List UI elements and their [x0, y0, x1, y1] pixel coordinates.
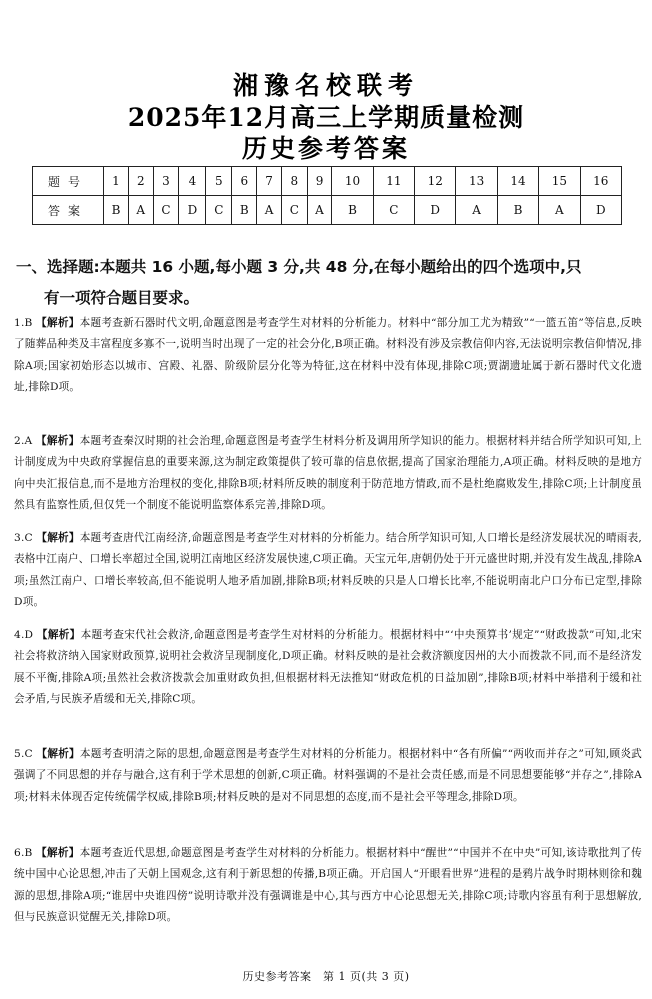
explanation-text: 本题考查唐代江南经济,命题意图是考查学生对材料的分析能力。结合所学知识可知,人口增长是经济发展状况的晴雨表,表格中江南户、口增长率超过全国,说明江南地区经济发展快速,C项正确。天宝元年,唐朝仍处于开元盛世时期,并没有发生战乱,排除A项;虽然江南户、口增长率较高,但不能说明人地矛盾加剧,排除B项;材料反映的只是人口增长比率,不能说明南北户口分布已定型,排除D项。	[14, 532, 642, 609]
answer-table	[32, 166, 622, 225]
question-number-cell: 5	[206, 167, 232, 196]
question-number-cell: 11	[373, 167, 414, 196]
answer-cell: C	[206, 196, 232, 225]
answer-table-answer-row	[33, 196, 622, 225]
answer-cell: B	[232, 196, 257, 225]
answer-cell: D	[415, 196, 456, 225]
question-number-cell: 6	[232, 167, 257, 196]
question-number-cell: 15	[539, 167, 580, 196]
answer-row-label: 答案	[33, 196, 104, 225]
question-number-cell: 4	[179, 167, 206, 196]
answer-cell: D	[179, 196, 206, 225]
answer-key-title: 历史参考答案	[241, 134, 410, 163]
answer-cell: D	[580, 196, 621, 225]
answer-cell: C	[373, 196, 414, 225]
section-heading-line2: 有一项符合题目要求。	[44, 289, 200, 307]
explanation-item	[14, 313, 642, 399]
section-heading-line1: 一、选择题:本题共 16 小题,每小题 3 分,共 48 分,在每小题给出的四个选项中,只	[16, 258, 582, 276]
answer-cell: A	[307, 196, 332, 225]
analysis-tag: 【解析】	[36, 847, 80, 859]
analysis-tag: 【解析】	[36, 748, 80, 760]
answer-cell: A	[128, 196, 153, 225]
question-number-cell: 10	[332, 167, 373, 196]
analysis-tag: 【解析】	[36, 629, 81, 641]
explanation-item	[14, 744, 642, 808]
explanation-item	[14, 843, 642, 929]
question-number-cell: 14	[497, 167, 538, 196]
question-number-cell: 12	[415, 167, 456, 196]
question-answer-label: 6.B	[14, 847, 33, 859]
question-answer-label: 4.D	[14, 629, 34, 641]
answer-cell: C	[281, 196, 307, 225]
question-answer-label: 5.C	[14, 748, 33, 760]
exam-name-title: 2025年12月高三上学期质量检测	[127, 103, 525, 132]
number-row-label: 题号	[33, 167, 104, 196]
question-number-cell: 1	[104, 167, 129, 196]
question-answer-label: 1.B	[14, 317, 33, 329]
question-number-cell: 8	[281, 167, 307, 196]
analysis-tag: 【解析】	[36, 317, 80, 329]
answer-table-number-row	[33, 167, 622, 196]
exam-org-title: 湘豫名校联考	[232, 71, 419, 100]
explanation-text: 本题考查近代思想,命题意图是考查学生对材料的分析能力。根据材料中“醒世”“中国并不在中央”可知,该诗歌批判了传统中国中心论思想,冲击了天朝上国观念,这有利于新思想的传播,B项正确。开启国人“开眼看世界”进程的是鸦片战争时期林则徐和魏源的思想,排除A项;“谁居中央谁四傍”说明诗歌并没有强调谁是中心,其与西方中心论思想无关,排除C项;诗歌内容虽有利于思想解放,但与民族意识觉醒无关,排除D项。	[14, 847, 642, 924]
question-number-cell: 7	[257, 167, 282, 196]
answer-cell: B	[104, 196, 129, 225]
answer-cell: A	[456, 196, 497, 225]
page-footer: 历史参考答案 第 1 页(共 3 页)	[242, 970, 410, 983]
explanation-item	[14, 431, 642, 517]
explanation-text: 本题考查新石器时代文明,命题意图是考查学生对材料的分析能力。材料中“部分加工尤为精致”“一篮五笛”等信息,反映了随葬品种类及丰富程度多寡不一,说明当时出现了一定的社会分化,B项正确。材料没有涉及宗教信仰内容,无法说明宗教信仰情况,排除A项;国家初始形态以城市、宫殿、礼器、阶级阶层分化等为特征,这在材料中没有体现,排除C项;贾湖遗址属于新石器时代文化遗址,排除D项。	[14, 317, 642, 394]
section-heading	[16, 252, 642, 314]
explanation-item	[14, 528, 642, 614]
question-number-cell: 9	[307, 167, 332, 196]
question-number-cell: 13	[456, 167, 497, 196]
question-number-cell: 2	[128, 167, 153, 196]
explanation-item	[14, 625, 642, 711]
question-number-cell: 3	[153, 167, 179, 196]
answer-cell: C	[153, 196, 179, 225]
explanation-text: 本题考查秦汉时期的社会治理,命题意图是考查学生材料分析及调用所学知识的能力。根据材料并结合所学知识可知,上计制度成为中央政府掌握信息的重要来源,这为制定政策提供了较可靠的信息依据,提高了国家治理能力,A项正确。材料反映的是地方向中央汇报信息,而不是地方治理权的变化,排除B项;材料所反映的制度利于防范地方情政,而不是杜绝腐败发生,排除C项;上计制度虽然具有监察性质,但仅凭一个制度不能说明监察体系完善,排除D项。	[14, 435, 642, 512]
answer-cell: B	[332, 196, 373, 225]
explanation-text: 本题考查宋代社会救济,命题意图是考查学生对材料的分析能力。根据材料中“‘中央预算书’规定”“财政拨款”可知,北宋社会将救济纳入国家财政预算,说明社会救济呈现制度化,D项正确。材料反映的是社会救济额度因州的大小而拨款不同,而不是经济发展不平衡,排除A项;虽然社会救济拨款会加重财政负担,但根据材料无法推知“财政危机的日益加剧”,排除B项;材料中举措利于缓和社会矛盾,与民族矛盾缓和无关,排除C项。	[14, 629, 642, 706]
analysis-tag: 【解析】	[36, 532, 80, 544]
explanation-text: 本题考查明清之际的思想,命题意图是考查学生对材料的分析能力。根据材料中“各有所偏”“两收而并存之”可知,顾炎武强调了不同思想的并存与融合,这有利于学术思想的创新,C项正确。材料强调的不是社会责任感,而是不同思想要能够“并存之”,排除A项;材料未体现否定传统儒学权威,排除B项;材料反映的是对不同思想的态度,而不是社会平等理念,排除D项。	[14, 748, 642, 803]
question-answer-label: 3.C	[14, 532, 33, 544]
answer-cell: A	[539, 196, 580, 225]
answer-cell: B	[497, 196, 538, 225]
question-answer-label: 2.A	[14, 435, 33, 447]
question-number-cell: 16	[580, 167, 621, 196]
analysis-tag: 【解析】	[36, 435, 80, 447]
answer-cell: A	[257, 196, 282, 225]
